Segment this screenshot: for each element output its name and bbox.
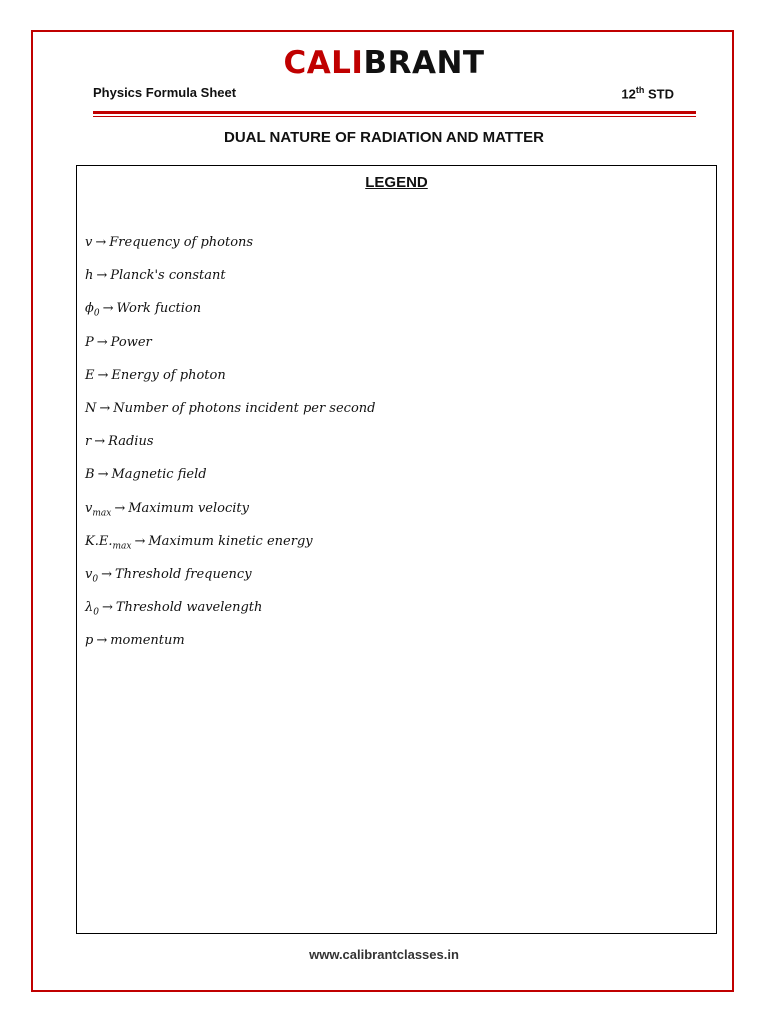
legend-symbol-subscript: 0 [93,308,100,319]
legend-symbol-base: P [85,334,94,350]
sheet-subtitle: Physics Formula Sheet [93,85,237,100]
arrow-icon: → [94,434,106,450]
legend-item [85,333,152,353]
header-rule-thin [93,116,696,117]
legend-symbol-base: ϕ [85,301,94,317]
arrow-icon: → [96,268,108,284]
legend-description: Number of photons incident per second [113,401,376,416]
legend-symbol-base: N [85,401,97,416]
arrow-icon: → [97,367,109,383]
brand-logo [0,44,768,82]
legend-box [76,165,717,934]
legend-symbol-base: K.E. [85,533,113,549]
arrow-icon: → [101,567,112,582]
legend-item [85,266,226,286]
legend-item [85,432,154,452]
footer-website: www.calibrantclasses.in [309,947,459,962]
legend-item [85,598,262,618]
brand-logo-part1: CALI [283,45,364,81]
legend-symbol-base: E [85,367,95,383]
legend-symbol-base: v [85,567,93,582]
legend-description: Frequency of photons [109,235,254,250]
legend-description: Energy of photon [111,367,226,383]
header-rule-thick [93,111,696,114]
arrow-icon: → [101,600,113,616]
brand-logo-part2: BRANT [363,45,485,81]
legend-symbol [85,366,95,386]
legend-symbol-subscript: max [92,508,112,519]
grade-suffix: STD [644,86,674,102]
legend-symbol-base: B [85,467,95,483]
arrow-icon: → [102,301,114,317]
legend-symbol-base: v [85,235,93,250]
legend-symbol [85,532,131,557]
legend-item [85,499,249,519]
legend-description: Threshold frequency [115,567,252,582]
legend-description: momentum [110,633,185,649]
arrow-icon: → [134,533,146,549]
legend-item [85,565,252,585]
legend-description: Threshold wavelength [115,600,263,616]
legend-symbol [85,399,96,419]
legend-item [85,299,201,319]
legend-item [85,233,253,253]
legend-description: Planck's constant [110,268,226,284]
legend-symbol-subscript: 0 [92,574,99,585]
legend-description: Power [110,334,152,350]
arrow-icon: → [114,500,126,516]
legend-symbol-base: p [85,633,94,649]
grade-label [621,85,674,101]
legend-description: Radius [108,434,154,450]
arrow-icon: → [95,235,107,250]
legend-item [85,399,375,419]
legend-item [85,465,207,485]
page-title: DUAL NATURE OF RADIATION AND MATTER [224,129,544,146]
grade-ordinal: th [635,85,645,95]
legend-symbol-base: h [85,268,94,284]
legend-description: Work fuction [116,301,202,317]
arrow-icon: → [96,633,108,649]
legend-symbol [85,333,94,353]
legend-symbol [85,299,100,324]
legend-description: Maximum kinetic energy [148,533,313,549]
arrow-icon: → [96,334,108,350]
arrow-icon: → [99,401,111,416]
arrow-icon: → [97,467,109,483]
legend-symbol [85,598,99,623]
legend-symbol-subscript: 0 [93,607,99,618]
legend-symbol-base: v [85,500,93,516]
legend-description: Magnetic field [111,467,207,483]
legend-description: Maximum velocity [128,500,249,516]
legend-symbol [85,565,98,590]
legend-symbol [85,499,111,524]
legend-item [85,366,226,386]
legend-symbol-subscript: max [112,541,132,552]
legend-item [85,631,185,651]
legend-symbol [85,465,95,485]
legend-symbol-base: r [85,434,92,450]
legend-symbol-base: λ [85,600,94,616]
grade-number: 12 [621,86,636,102]
legend-heading: LEGEND [365,174,428,191]
legend-item [85,532,313,552]
